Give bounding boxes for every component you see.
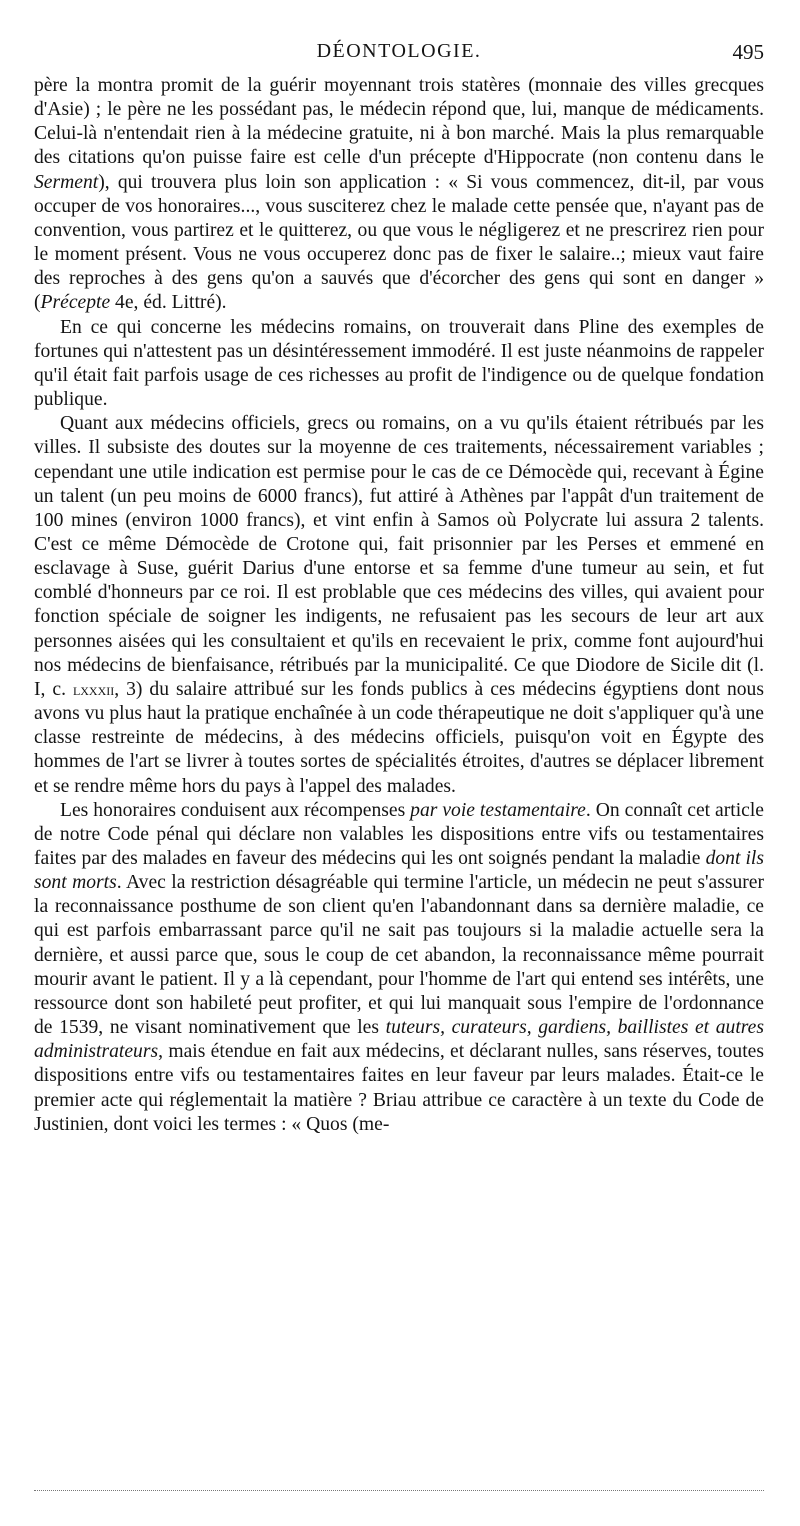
p3-text-a: Quant aux médecins officiels, grecs ou romains, on a vu qu'ils étaient rétribués par les villes. Il subsiste des doutes sur la moyenne de ces traitements, nécessairement variables ; cependant une utile indication est permise pour le cas de ce Démocède qui, recevant à Égine un talent (un peu moins de 6000 francs), fut attiré à Athènes par l'appât d'un traitement de 100 mines (environ 1000 francs), et vint enfin à Samos où Polycrate lui assura 2 talents. C'est ce même Démocède de Crotone qui, fait prisonnier par les Perses et emmené en esclavage à Suse, guérit Darius d'une entorse et sa femme d'une tumeur au sein, et fut comblé d'honneurs par ce roi. Il est problable que ces médecins des villes, qui avaient pour fonction spéciale de soigner les indigents, ne refusaient pas les secours de leur art aux personnes aisées qui les consultaient et qu'ils en recevaient le prix, comme font aujourd'hui nos médecins de bienfaisance, rétribués par la municipalité. Ce que Diodore de Sicile dit (l. I, c. (34, 413, 764, 700)
p4-text-c: . On connaît cet article de notre Code pénal qui déclare non valables les dispositions entre vifs ou testamentaires faites par des malades en faveur des médecins qui les ont soignés pendant la maladie (34, 799, 764, 869)
running-title: DÉONTOLOGIE. (316, 40, 482, 62)
p4-italic-morts: dont ils sont morts (34, 848, 764, 894)
body-text (34, 74, 764, 1137)
paragraph-1 (34, 74, 764, 316)
p4-text-g: , mais étendue en fait aux médecins, et déclarant nulles, sans réserves, toutes dispositions entre vifs ou testamentaires faites en leur faveur par leurs malades. Était-ce le premier acte qui réglementait la matière ? Briau attribue ce caractère à un texte du Code de Justinien, dont voici les termes : « Quos (me- (34, 1041, 764, 1135)
p4-italic-voie: par voie testamentaire (410, 799, 586, 821)
p1-italic-precepte: Précepte (40, 292, 111, 314)
running-head (34, 40, 764, 68)
footer-rule (34, 1490, 764, 1491)
page-number: 495 (732, 40, 764, 64)
p1-text-c: ), qui trouvera plus loin son application : « Si vous commencez, dit-il, par vous occuper de vos honoraires..., vous susciterez chez le malade cette pensée que, n'ayant pas de convention, vous partirez et le quitterez, ou que vous le négligerez et ne prescrirez rien pour le moment présent. Vous ne vous occuperez donc pas de fixer le salaire..; mieux vaut faire des reproches à des gens qu'on a sauvés que d'écorcher des gens qui sont en danger » ( (34, 171, 764, 314)
p4-italic-tuteurs: tuteurs, curateurs, gardiens, baillistes et autres administrateurs (34, 1017, 764, 1063)
p4-text-a: Les honoraires conduisent aux récompenses (60, 799, 411, 821)
p1-text-e: 4e, éd. Littré). (110, 292, 227, 314)
p3-text-c: , 3) du salaire attribué sur les fonds publics à ces médecins égyptiens dont nous avons vu plus haut la pratique enchaînée à un code thérapeutique ne doit s'appliquer qu'à une classe restreinte de médecins, à des médecins officiels, puisqu'on voit en Égypte des hommes de l'art se livrer à toutes sortes de spécialités étroites, d'autres se déplacer librement et se rendre même hors du pays à l'appel des malades. (34, 678, 764, 797)
p4-text-e: . Avec la restriction désagréable qui termine l'article, un médecin ne peut s'assurer la reconnaissance posthume de son client qu'en l'abandonnant dans sa dernière maladie, ce qui est parfois embarrassant parce qu'il ne sait pas toujours si la maladie actuelle sera la dernière, et aussi parce que, sous le coup de cet abandon, la reconnaissance même pourrait mourir avant le patient. Il y a là cependant, pour l'homme de l'art qui entend ses intérêts, une ressource dont son habileté peut profiter, et qui lui manquait sous l'empire de l'ordonnance de 1539, ne visant nominativement que les (34, 872, 764, 1039)
paragraph-2: En ce qui concerne les médecins romains, on trouverait dans Pline des exemples de fortunes qui n'attestent pas un désintéressement immodéré. Il est juste néanmoins de rappeler qu'il était fait parfois usage de ces richesses au profit de l'indigence ou de quelque fondation publique. (34, 316, 764, 411)
p3-roman-numeral: lxxxii (72, 679, 115, 699)
p1-text-a: père la montra promit de la guérir moyennant trois statères (monnaie des villes grecques d'Asie) ; le père ne les possédant pas, le médecin répond que, lui, manque de médicaments. Celui-là n'entendait rien à la médecine gratuite, ni à bon marché. Mais la plus remarquable des citations qu'on puisse faire est celle d'un précepte d'Hippocrate (non contenu dans le (34, 75, 764, 169)
paragraph-4 (34, 799, 764, 1137)
p1-italic-serment: Serment (34, 171, 99, 193)
paragraph-3 (34, 412, 764, 799)
